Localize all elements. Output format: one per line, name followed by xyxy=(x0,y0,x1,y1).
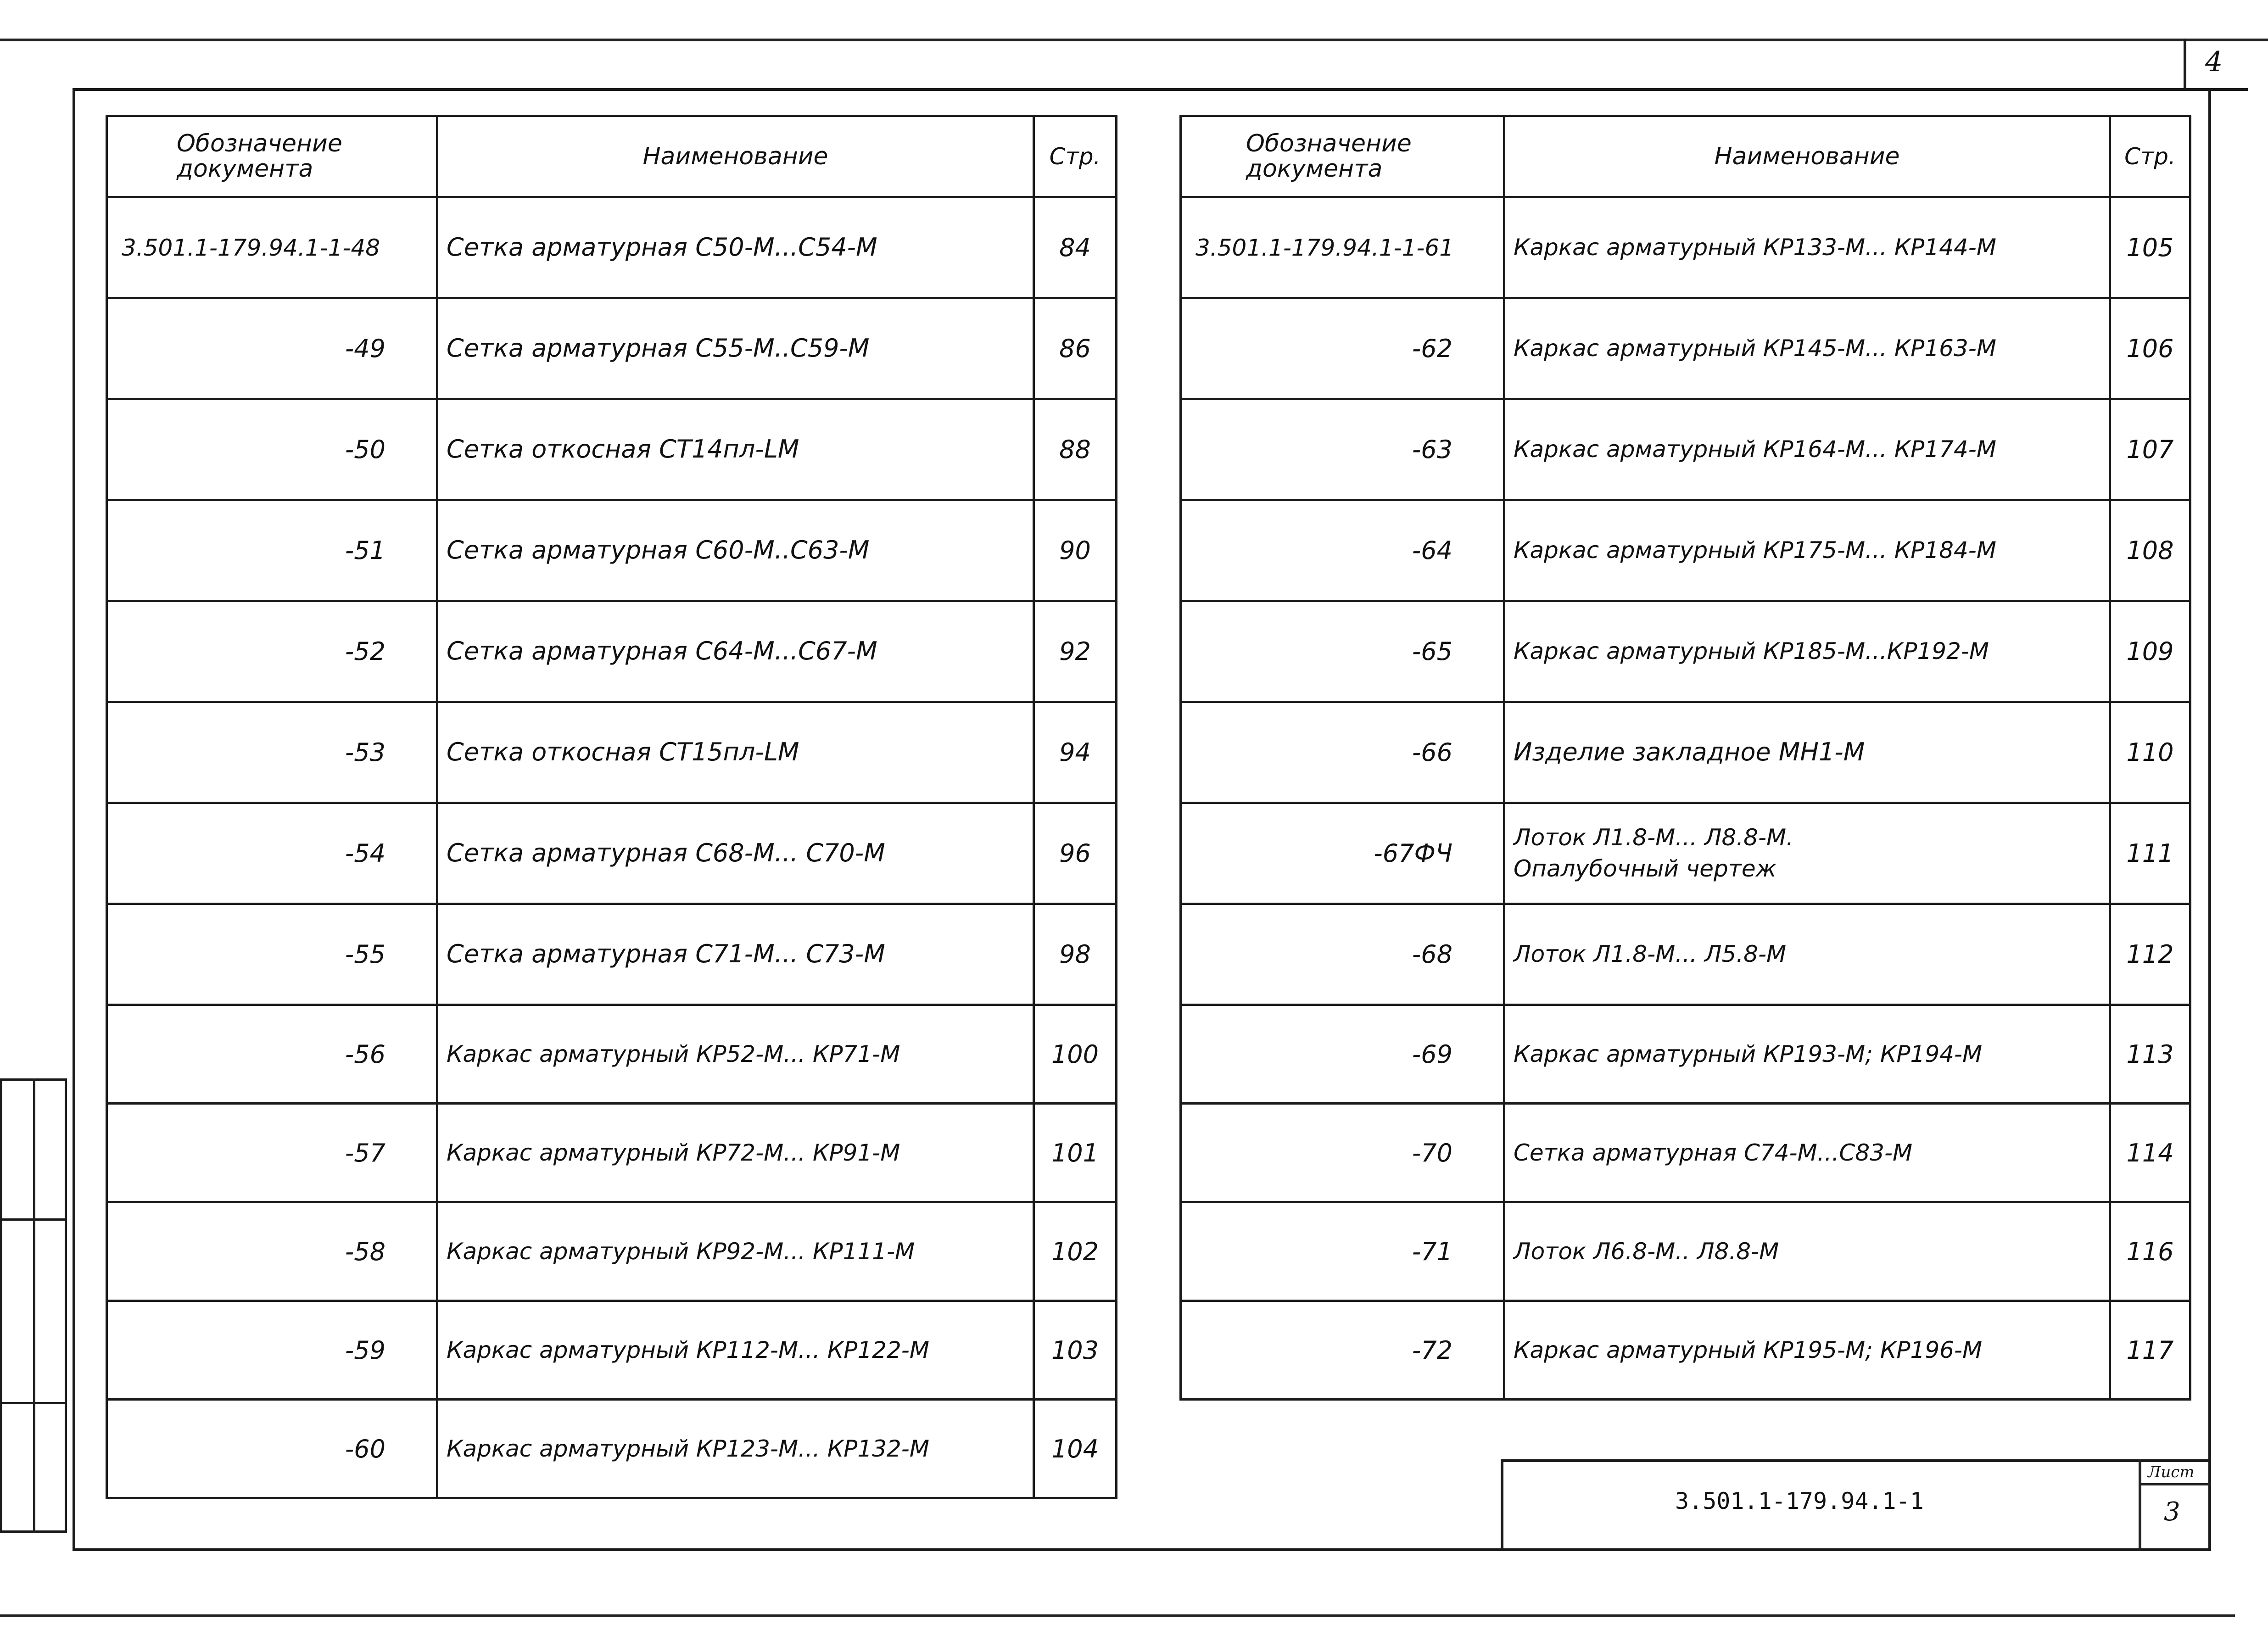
table-row xyxy=(107,1400,1117,1498)
row-page: 98 xyxy=(1034,904,1117,1005)
row-name: Сетка арматурная С68-М... С70-М xyxy=(437,803,1034,904)
header-designation: Обозначение документа xyxy=(107,116,437,197)
row-page: 94 xyxy=(1034,702,1117,803)
row-name: Лоток Л6.8-М.. Л8.8-М xyxy=(1504,1202,2110,1301)
row-page: 103 xyxy=(1034,1301,1117,1400)
row-code: 3.501.1-179.94.1-1-48 xyxy=(107,197,437,298)
row-page: 112 xyxy=(2110,904,2190,1005)
row-name: Каркас арматурный КР164-М... КР174-М xyxy=(1504,399,2110,500)
header-page: Стр. xyxy=(2110,116,2190,197)
row-code: -54 xyxy=(107,803,437,904)
corner-sheet-number: 4 xyxy=(2205,46,2223,78)
row-name: Каркас арматурный КР52-М... КР71-М xyxy=(437,1005,1034,1104)
row-page: 117 xyxy=(2110,1301,2190,1400)
row-code: -59 xyxy=(107,1301,437,1400)
row-code: -65 xyxy=(1181,601,1504,702)
binding-divider xyxy=(33,1078,35,1533)
row-page: 110 xyxy=(2110,702,2190,803)
row-code: -57 xyxy=(107,1104,437,1202)
row-name: Сетка арматурная С71-М... С73-М xyxy=(437,904,1034,1005)
sheet-label: Лист xyxy=(2148,1463,2195,1481)
row-code: -66 xyxy=(1181,702,1504,803)
table-row xyxy=(1181,601,2190,702)
row-page: 101 xyxy=(1034,1104,1117,1202)
row-name: Каркас арматурный КР112-М... КР122-М xyxy=(437,1301,1034,1400)
row-code: -51 xyxy=(107,500,437,601)
row-page: 100 xyxy=(1034,1005,1117,1104)
bottom-border-line xyxy=(0,1614,2235,1617)
table-row xyxy=(107,1202,1117,1301)
row-code: 3.501.1-179.94.1-1-61 xyxy=(1181,197,1504,298)
table-row xyxy=(107,1005,1117,1104)
row-name: Лоток Л1.8-М... Л8.8-М. Опалубочный чертеж xyxy=(1504,803,2110,904)
row-code: -71 xyxy=(1181,1202,1504,1301)
row-name: Сетка арматурная С55-М..С59-М xyxy=(437,298,1034,399)
row-name: Лоток Л1.8-М... Л5.8-М xyxy=(1504,904,2110,1005)
row-code: -69 xyxy=(1181,1005,1504,1104)
row-page: 92 xyxy=(1034,601,1117,702)
row-name: Каркас арматурный КР185-М...КР192-М xyxy=(1504,601,2110,702)
row-page: 96 xyxy=(1034,803,1117,904)
row-name: Каркас арматурный КР92-М... КР111-М xyxy=(437,1202,1034,1301)
row-code: -67ФЧ xyxy=(1181,803,1504,904)
table-row xyxy=(107,601,1117,702)
table-row xyxy=(1181,1202,2190,1301)
row-code: -53 xyxy=(107,702,437,803)
row-code: -50 xyxy=(107,399,437,500)
row-name: Сетка арматурная С74-М...С83-М xyxy=(1504,1104,2110,1202)
row-name: Сетка откосная СТ15пл-LМ xyxy=(437,702,1034,803)
row-page: 111 xyxy=(2110,803,2190,904)
table-row xyxy=(107,904,1117,1005)
row-code: -64 xyxy=(1181,500,1504,601)
header-name: Наименование xyxy=(437,116,1034,197)
left-register-table xyxy=(106,115,1117,1499)
table-row xyxy=(1181,702,2190,803)
row-page: 106 xyxy=(2110,298,2190,399)
left-table-header-row xyxy=(107,116,1117,197)
row-name: Сетка арматурная С50-М...С54-М xyxy=(437,197,1034,298)
row-code: -55 xyxy=(107,904,437,1005)
table-row xyxy=(1181,904,2190,1005)
row-code: -72 xyxy=(1181,1301,1504,1400)
row-code: -56 xyxy=(107,1005,437,1104)
table-row xyxy=(1181,1104,2190,1202)
right-table-header-row xyxy=(1181,116,2190,197)
document-code: 3.501.1-179.94.1-1 xyxy=(1675,1488,1924,1514)
row-page: 104 xyxy=(1034,1400,1117,1498)
row-code: -68 xyxy=(1181,904,1504,1005)
row-name: Каркас арматурный КР175-М... КР184-М xyxy=(1504,500,2110,601)
row-page: 105 xyxy=(2110,197,2190,298)
row-code: -70 xyxy=(1181,1104,1504,1202)
row-name: Каркас арматурный КР195-М; КР196-М xyxy=(1504,1301,2110,1400)
row-code: -52 xyxy=(107,601,437,702)
table-row xyxy=(107,298,1117,399)
row-code: -60 xyxy=(107,1400,437,1498)
table-row xyxy=(107,1301,1117,1400)
row-name: Каркас арматурный КР145-М... КР163-М xyxy=(1504,298,2110,399)
row-name: Каркас арматурный КР72-М... КР91-М xyxy=(437,1104,1034,1202)
row-name: Сетка откосная СТ14пл-LМ xyxy=(437,399,1034,500)
table-row xyxy=(1181,298,2190,399)
stamp-sheet-divider xyxy=(2139,1483,2211,1485)
row-name: Каркас арматурный КР193-М; КР194-М xyxy=(1504,1005,2110,1104)
row-page: 107 xyxy=(2110,399,2190,500)
row-page: 102 xyxy=(1034,1202,1117,1301)
table-row xyxy=(107,399,1117,500)
row-page: 113 xyxy=(2110,1005,2190,1104)
row-name: Изделие закладное МН1-М xyxy=(1504,702,2110,803)
table-row xyxy=(1181,1005,2190,1104)
table-row xyxy=(107,803,1117,904)
table-row xyxy=(107,500,1117,601)
right-register-table xyxy=(1179,115,2191,1401)
table-row xyxy=(107,197,1117,298)
row-page: 86 xyxy=(1034,298,1117,399)
header-name: Наименование xyxy=(1504,116,2110,197)
row-page: 90 xyxy=(1034,500,1117,601)
row-page: 108 xyxy=(2110,500,2190,601)
row-page: 116 xyxy=(2110,1202,2190,1301)
top-border-line xyxy=(0,39,2268,41)
table-row xyxy=(1181,197,2190,298)
header-page: Стр. xyxy=(1034,116,1117,197)
table-row xyxy=(1181,1301,2190,1400)
table-row xyxy=(107,702,1117,803)
row-code: -49 xyxy=(107,298,437,399)
row-page: 109 xyxy=(2110,601,2190,702)
row-code: -58 xyxy=(107,1202,437,1301)
row-page: 84 xyxy=(1034,197,1117,298)
row-name: Каркас арматурный КР133-М... КР144-М xyxy=(1504,197,2110,298)
row-name: Сетка арматурная С60-М..С63-М xyxy=(437,500,1034,601)
table-row xyxy=(1181,399,2190,500)
sheet-number: 3 xyxy=(2164,1497,2180,1527)
row-code: -63 xyxy=(1181,399,1504,500)
row-name: Сетка арматурная С64-М...С67-М xyxy=(437,601,1034,702)
row-name: Каркас арматурный КР123-М... КР132-М xyxy=(437,1400,1034,1498)
row-page: 88 xyxy=(1034,399,1117,500)
row-code: -62 xyxy=(1181,298,1504,399)
table-row xyxy=(107,1104,1117,1202)
stamp-divider xyxy=(2139,1459,2141,1551)
table-row xyxy=(1181,500,2190,601)
table-row xyxy=(1181,803,2190,904)
row-page: 114 xyxy=(2110,1104,2190,1202)
header-designation: Обозначение документа xyxy=(1181,116,1504,197)
